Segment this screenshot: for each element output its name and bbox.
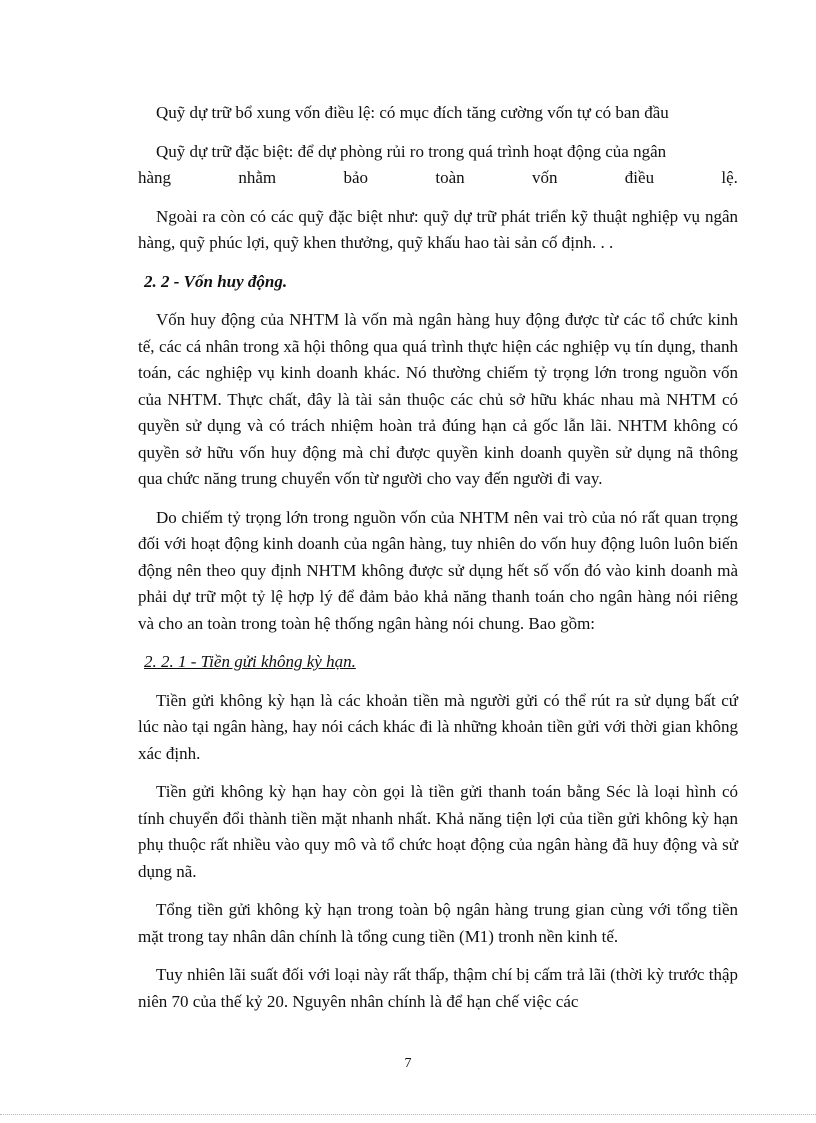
section-heading: 2. 2 - Vốn huy động. [144,271,288,291]
word: điều [624,168,655,187]
page-number: 7 [404,1056,412,1071]
paragraph-interest-rate: Tuy nhiên lãi suất đối với loại này rất thấp, thậm chí bị cấm trả lãi (thời kỳ trước thập niên 70 của thế kỷ 20. Nguyên nhân chính là để hạn chế việc các [138,965,738,1011]
word: bảo [343,168,369,187]
footer-divider [0,1114,816,1115]
word: lệ. [721,168,738,187]
word: nhằm [238,168,277,187]
paragraph-special-reserve-fund-continuation [138,165,738,192]
paragraph-money-supply: Tổng tiền gửi không kỳ hạn trong toàn bộ ngân hàng trung gian cùng với tổng tiền mặt trong tay nhân dân chính là tổng cung tiền (M1) tronh nền kinh tế. [138,900,738,946]
word: toàn [435,168,465,187]
paragraph-other-funds: Ngoài ra còn có các quỹ đặc biệt như: quỹ dự trữ phát triển kỹ thuật nghiệp vụ ngân hàng, quỹ phúc lợi, quỹ khen thưởng, quỹ khấu hao tài sản cố định. . . [138,206,738,252]
document-body [138,100,738,1027]
subsection-heading: 2. 2. 1 - Tiền gửi không kỳ hạn. [144,652,356,671]
word: vốn [531,168,558,187]
word: hàng [138,168,172,187]
paragraph-special-reserve-fund: Quỹ dự trữ đặc biệt: để dự phòng rủi ro trong quá trình hoạt động của ngân [156,141,667,161]
paragraph-demand-deposit-cheque: Tiền gửi không kỳ hạn hay còn gọi là tiền gửi thanh toán bằng Séc là loại hình có tính chuyển đổi thành tiền mặt nhanh nhất. Khả năng tiện lợi của tiền gửi không kỳ hạn phụ thuộc rất nhiều vào quy mô và tổ chức hoạt động của ngân hàng đã huy động và sử dụng nã. [138,782,738,881]
paragraph-mobilized-capital: Vốn huy động của NHTM là vốn mà ngân hàng huy động được từ các tổ chức kinh tế, các cá nhân trong xã hội thông qua quá trình thực hiện các nghiệp vụ tín dụng, thanh toán, các nghiệp vụ kinh doanh khác. Nó thường chiếm tỷ trọng lớn trong nguồn vốn của NHTM. Thực chất, đây là tài sản thuộc các chủ sở hữu khác nhau mà NHTM có quyền sử dụng và có trách nhiệm hoàn trả đúng hạn cả gốc lẫn lãi. NHTM không có quyền sở hữu vốn huy động mà chỉ được quyền kinh doanh quyền sử dụng nã thông qua chức năng trung chuyển vốn từ người cho vay đến người đi vay. [138,310,738,488]
paragraph-reserve-capital-fund: Quỹ dự trữ bổ xung vốn điều lệ: có mục đích tăng cường vốn tự có ban đầu [156,103,669,122]
paragraph-demand-deposit-definition: Tiền gửi không kỳ hạn là các khoản tiền mà người gửi có thể rút ra sử dụng bất cứ lúc nào tại ngân hàng, hay nói cách khác đi là những khoản tiền gửi với thời gian không xác định. [138,690,738,763]
paragraph-importance: Do chiếm tỷ trọng lớn trong nguồn vốn của NHTM nên vai trò của nó rất quan trọng đối với hoạt động kinh doanh của ngân hàng, tuy nhiên do vốn huy động luôn luôn biến động nên theo quy định NHTM không được sử dụng hết số vốn đó vào kinh doanh mà phải dự trữ một tỷ lệ hợp lý để đảm bảo khả năng thanh toán cho ngân hàng nói riêng và cho an toàn trong toàn hệ thống ngân hàng nói chung. Bao gồm: [138,507,738,633]
